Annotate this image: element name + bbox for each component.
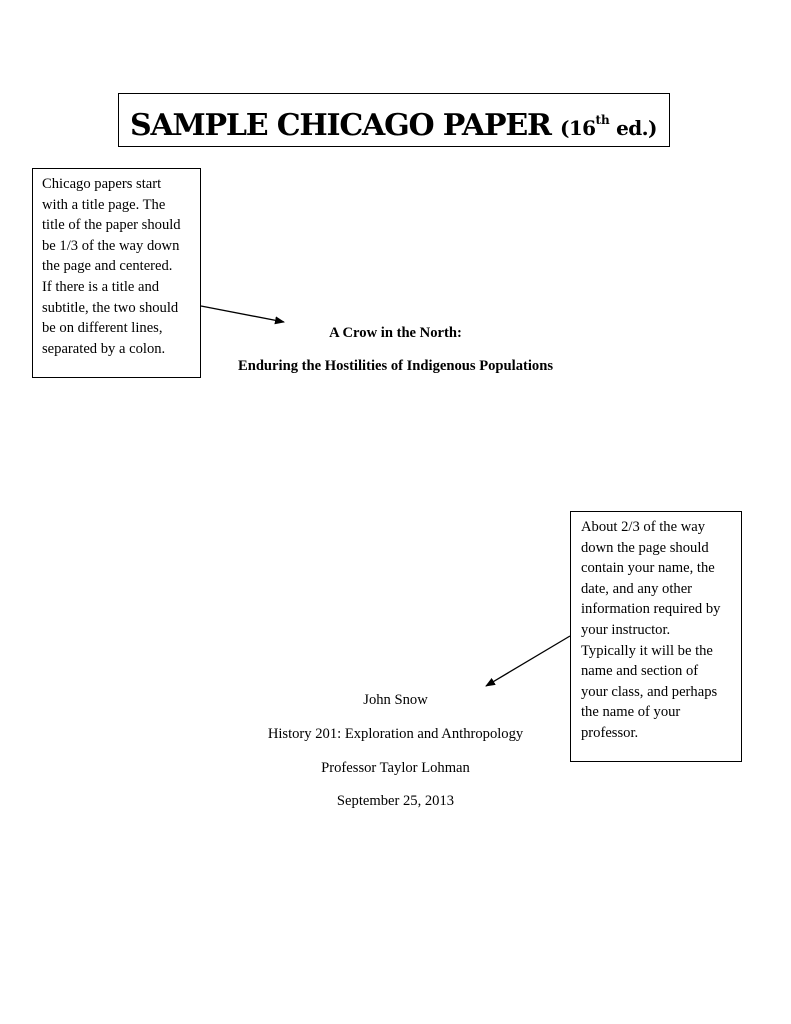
heading-edition-superscript: th — [595, 113, 610, 127]
title-banner — [118, 93, 670, 147]
paper-date: September 25, 2013 — [336, 793, 455, 809]
note-line: professor. — [581, 724, 639, 741]
heading-edition-number: (16 — [559, 116, 596, 140]
note-line: About 2/3 of the way — [581, 519, 706, 535]
document-heading — [130, 102, 657, 146]
note-line: separated by a colon. — [42, 340, 166, 357]
professor-name: Professor Taylor Lohman — [321, 760, 470, 776]
note-line: down the page should — [581, 539, 709, 556]
heading-main: SAMPLE CHICAGO PAPER — [130, 108, 551, 143]
note-line: Chicago papers start — [42, 176, 162, 192]
note-line: with a title page. The — [42, 196, 166, 213]
heading-edition-suffix: ed.) — [609, 116, 657, 140]
note-line: your class, and perhaps — [581, 683, 718, 700]
note-line: the page and centered. — [42, 258, 173, 275]
course-name: History 201: Exploration and Anthropology — [267, 726, 524, 742]
note-line: If there is a title and — [42, 278, 160, 295]
paper-title: A Crow in the North: — [329, 325, 462, 341]
author-name: John Snow — [363, 692, 428, 708]
note-line: subtitle, the two should — [42, 299, 179, 316]
note-line: title of the paper should — [42, 217, 181, 234]
note-line: Typically it will be the — [581, 642, 713, 659]
author-note-arrow — [486, 636, 570, 686]
note-line: be on different lines, — [42, 320, 163, 337]
title-placement-note — [32, 168, 201, 378]
note-line: be 1/3 of the way down — [42, 237, 180, 254]
heading-edition — [559, 113, 657, 140]
note-line: the name of your — [581, 704, 681, 721]
note-line: date, and any other — [581, 580, 693, 597]
note-line: your instructor. — [581, 621, 671, 638]
title-note-arrow — [201, 306, 284, 322]
note-line: name and section of — [581, 663, 699, 680]
note-line: contain your name, the — [581, 560, 715, 577]
paper-subtitle: Enduring the Hostilities of Indigenous Populations — [237, 358, 554, 374]
note-line: information required by — [581, 601, 721, 618]
